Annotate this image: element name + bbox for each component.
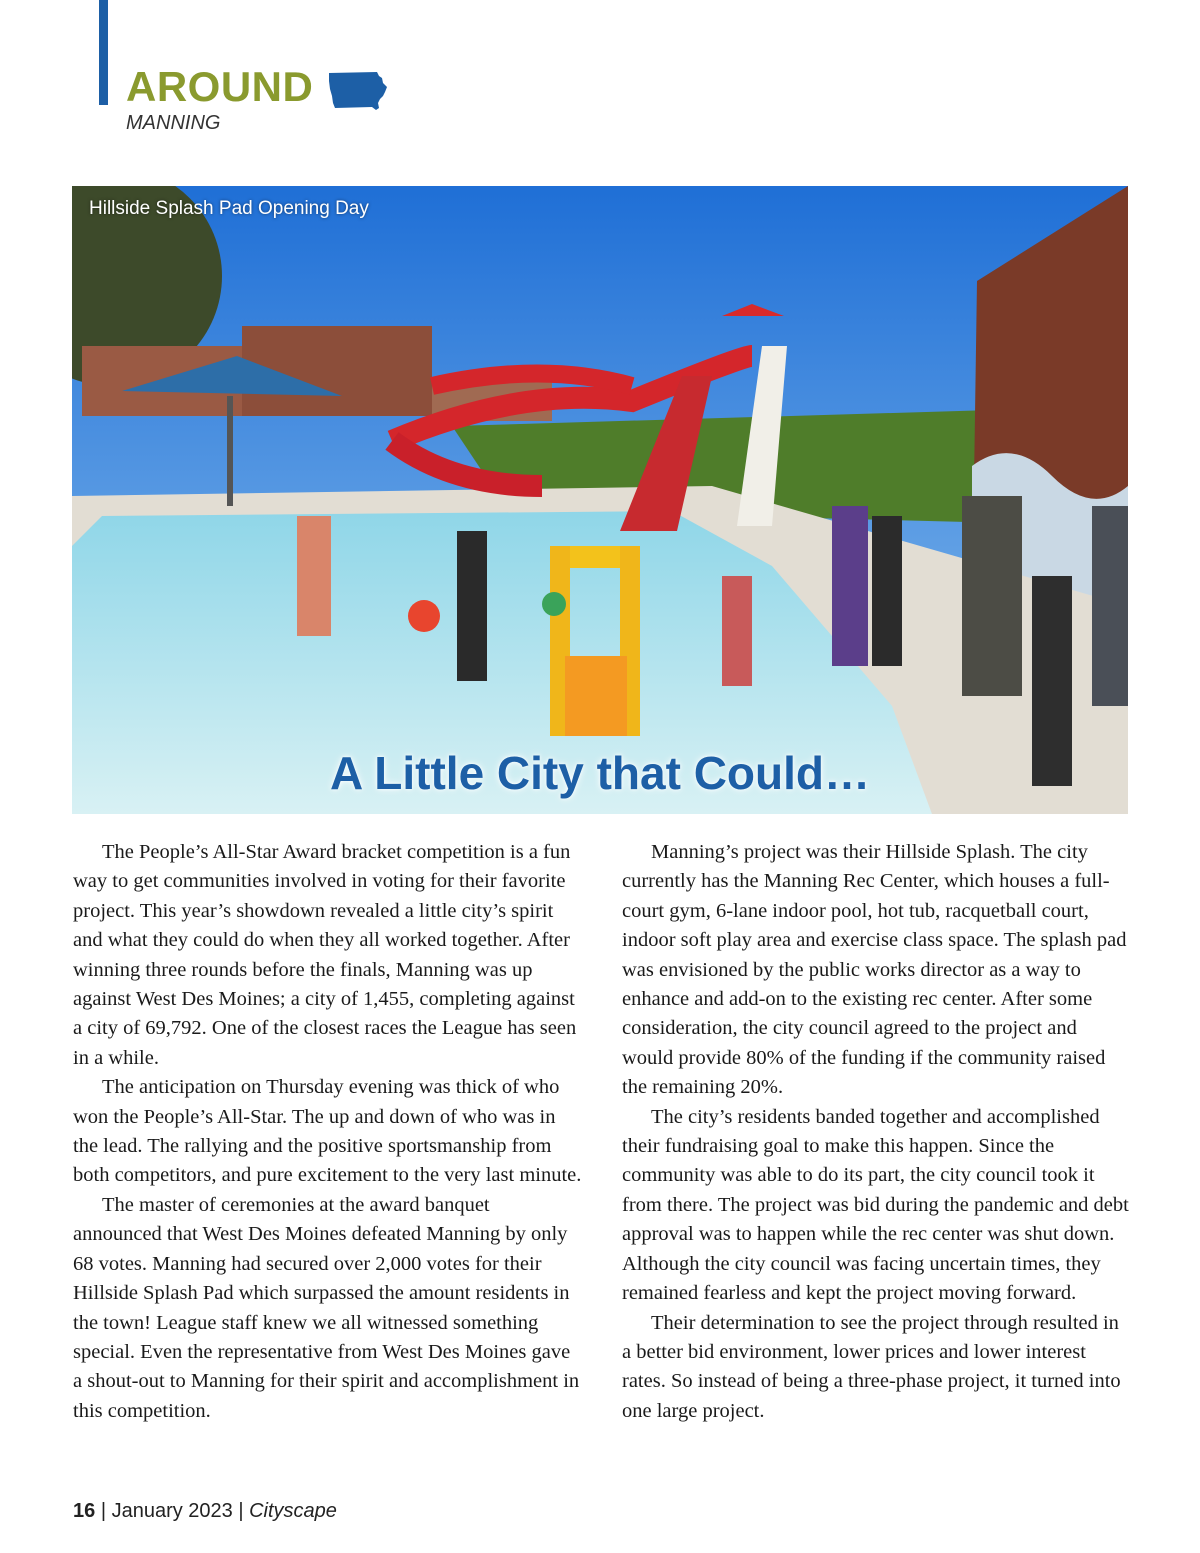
footer-separator: | <box>100 1500 107 1522</box>
article-column-right <box>622 838 1132 1426</box>
article-paragraph: Manning’s project was their Hillside Splash. The city currently has the Manning Rec Center, which houses a full-court gym, 6-lane indoor pool, hot tub, racquetball court, indoor soft play area and exercise class space. The splash pad was envisioned by the public works director as a way to enhance and add-on to the existing rec center. After some consideration, the city council agreed to the project and would provide 80% of the funding if the community raised the remaining 20%. <box>622 841 1127 1099</box>
photo-illustration <box>72 186 1128 814</box>
footer-separator: | <box>238 1500 244 1522</box>
article-paragraph: Their determination to see the project through resulted in a better bid environment, lower prices and lower interest rates. So instead of being a three-phase project, it turned into one large project. <box>622 1311 1121 1422</box>
page-number: 16 <box>73 1500 96 1522</box>
splash-pad-photo <box>72 186 1128 814</box>
article-paragraph: The anticipation on Thursday evening was thick of who won the People’s All-Star. The up and down of who was in the lead. The rallying and the positive sportsmanship from both competitors, and pure excitement to the very last minute. <box>73 1076 582 1187</box>
section-title: AROUND <box>126 63 314 110</box>
article-paragraph: The city’s residents banded together and accomplished their fundraising goal to make this happen. Since the community was able to do its part, the city council took it from there. The project was bid during the pandemic and debt approval was to happen while the rec center was shut down. Although the city council was facing uncertain times, they remained fearless and kept the project moving forward. <box>622 1105 1129 1305</box>
iowa-state-outline-icon <box>327 70 389 112</box>
header-accent-bar <box>99 0 108 105</box>
article-headline: A Little City that Could… <box>329 747 871 799</box>
photo-caption: Hillside Splash Pad Opening Day <box>89 198 369 219</box>
article-paragraph: The master of ceremonies at the award banquet announced that West Des Moines defeated Manning by only 68 votes. Manning had secured over 2,000 votes for their Hillside Splash Pad which surpassed the amount residents in the town! League staff knew we all witnessed something special. Even the representative from West Des Moines gave a shout-out to Manning for their spirit and accomplishment in this competition. <box>73 1193 580 1422</box>
page-footer <box>73 1500 337 1523</box>
article-column-left <box>73 838 583 1426</box>
section-subtitle: MANNING <box>126 112 221 134</box>
issue-date: January 2023 <box>111 1500 233 1522</box>
article-paragraph: The People’s All-Star Award bracket competition is a fun way to get communities involved in voting for their favorite project. This year’s showdown revealed a little city’s spirit and what they could do when they all worked together. After winning three rounds before the finals, Manning was up against West Des Moines; a city of 1,455, completing against a city of 69,792. One of the closest races the League has seen in a while. <box>73 841 577 1069</box>
magazine-name: Cityscape <box>249 1500 337 1522</box>
